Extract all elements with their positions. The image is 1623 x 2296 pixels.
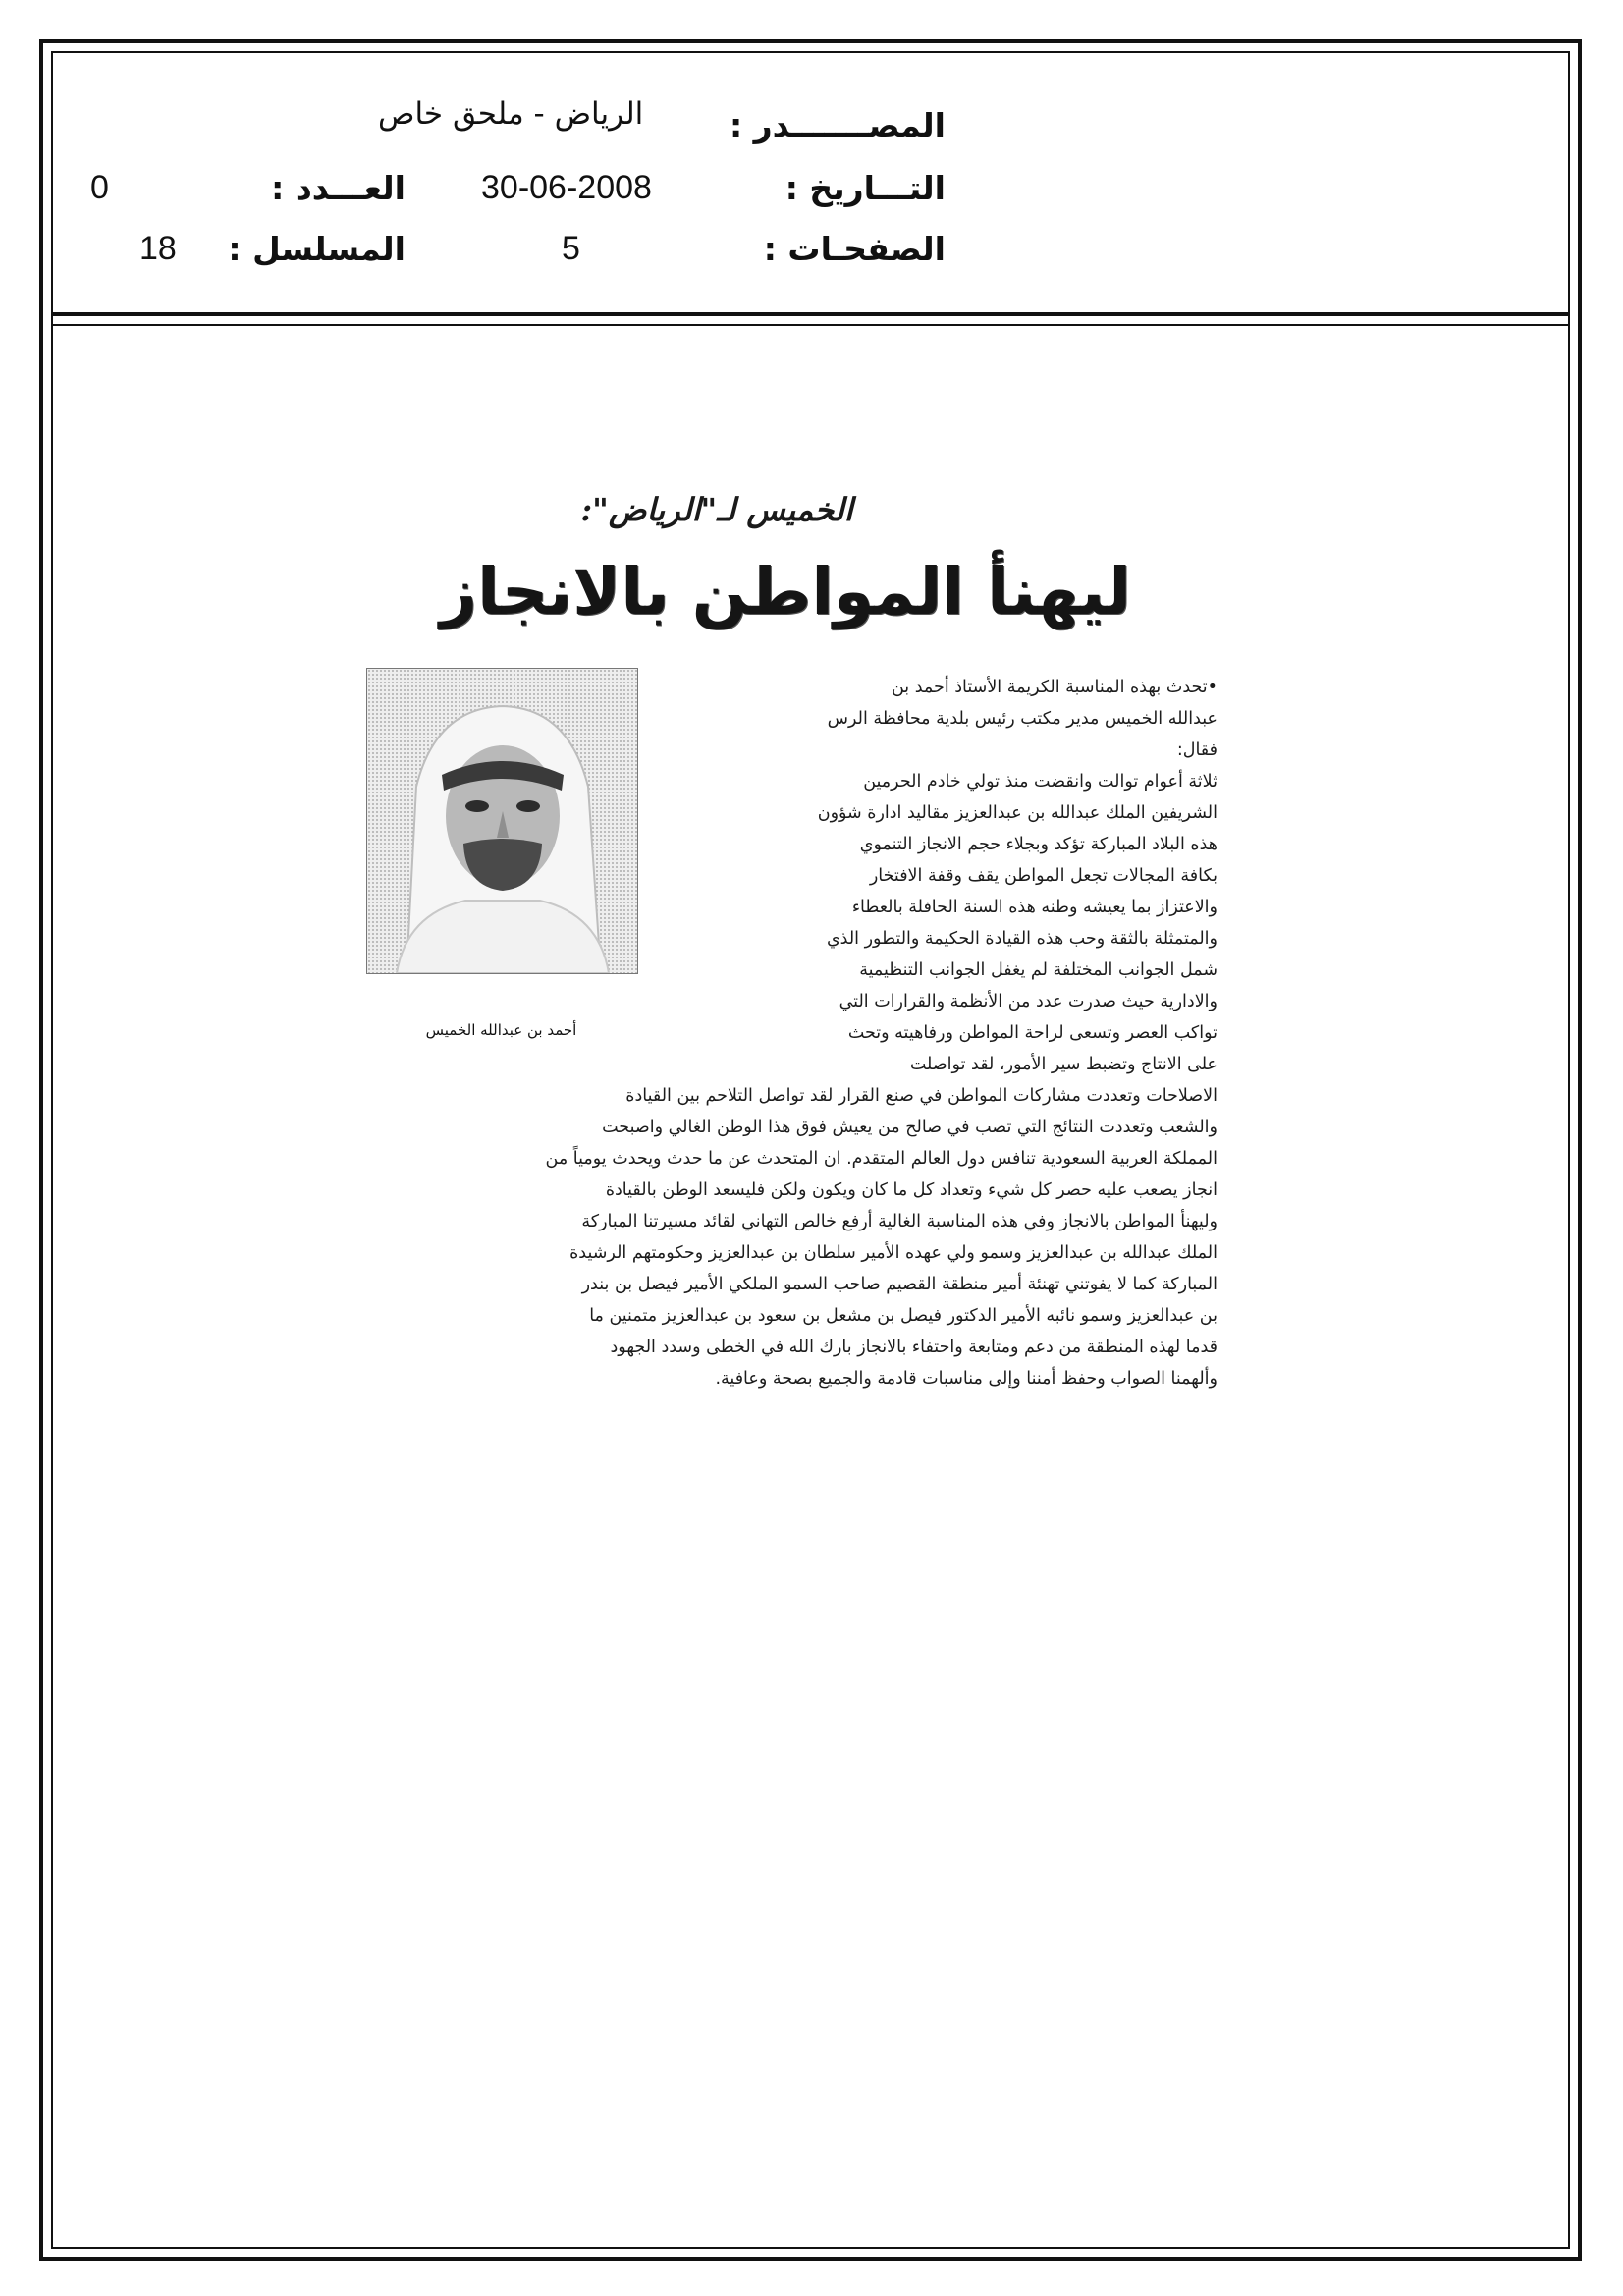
article-line: انجاز يصعب عليه حصر كل شيء وتعداد كل ما كان ويكون ولكن فليسعد الوطن بالقيادة bbox=[605, 1180, 1217, 1200]
serial-value: 18 bbox=[139, 230, 177, 267]
article-line: بكافة المجالات تجعل المواطن يقف وقفة الافتخار bbox=[869, 866, 1217, 886]
source-label: المصـــــــدر : bbox=[729, 106, 946, 144]
pages-value: 5 bbox=[562, 230, 580, 267]
article-line: عبدالله الخميس مدير مكتب رئيس بلدية محافظة الرس bbox=[827, 709, 1217, 729]
date-label: التـــاريخ : bbox=[784, 169, 946, 207]
article-line: تواكب العصر وتسعى لراحة المواطن ورفاهيته وتحث bbox=[847, 1023, 1217, 1043]
header-divider-thin bbox=[51, 324, 1570, 326]
article-line: •تحدث بهذه المناسبة الكريمة الأستاذ أحمد بن bbox=[891, 678, 1217, 697]
date-value: 30-06-2008 bbox=[481, 169, 652, 206]
article-line: وليهنأ المواطن بالانجاز وفي هذه المناسبة الغالية أرفع خالص التهاني لقائد مسيرتنا المباركة bbox=[581, 1212, 1217, 1231]
article-line: الاصلاحات وتعددت مشاركات المواطن في صنع القرار لقد تواصل التلاحم بين القيادة bbox=[625, 1086, 1217, 1106]
header-divider bbox=[51, 312, 1570, 316]
article-line: والاعتزاز بما يعيشه وطنه هذه السنة الحافلة بالعطاء bbox=[851, 898, 1217, 917]
article-line: والادارية حيث صدرت عدد من الأنظمة والقرارات التي bbox=[839, 992, 1217, 1011]
article-line: شمل الجوانب المختلفة لم يغفل الجوانب التنظيمية bbox=[859, 960, 1217, 980]
author-photo bbox=[366, 668, 638, 974]
source-value: الرياض - ملحق خاص bbox=[378, 96, 644, 132]
article-line: المباركة كما لا يفوتني تهنئة أمير منطقة القصيم صاحب السمو الملكي الأمير فيصل بن بندر bbox=[581, 1275, 1217, 1294]
issue-label: العـــدد : bbox=[271, 169, 406, 207]
article-line: وألهمنا الصواب وحفظ أمننا وإلى مناسبات قادمة والجميع بصحة وعافية. bbox=[715, 1369, 1217, 1389]
newspaper-clipping bbox=[353, 471, 1217, 1453]
article-line: ثلاثة أعوام توالت وانقضت منذ تولي خادم الحرمين bbox=[863, 772, 1217, 792]
article-line: والمتمثلة بالثقة وحب هذه القيادة الحكيمة والتطور الذي bbox=[826, 929, 1217, 949]
photo-caption: أحمد بن عبدالله الخميس bbox=[425, 1021, 577, 1039]
article-line: المملكة العربية السعودية تنافس دول العالم المتقدم. ان المتحدث عن ما حدث ويحدث يومياً من bbox=[545, 1149, 1217, 1169]
article-line: قدما لهذه المنطقة من دعم ومتابعة واحتفاء بالانجاز بارك الله في الخطى وسدد الجهود bbox=[610, 1338, 1217, 1357]
issue-value: 0 bbox=[90, 169, 109, 206]
article-line: على الانتاج وتضبط سير الأمور، لقد تواصلت bbox=[909, 1055, 1217, 1074]
serial-label: المسلسل : bbox=[228, 230, 406, 268]
portrait-illustration bbox=[367, 669, 637, 973]
pages-label: الصفحـات : bbox=[763, 230, 946, 268]
article-title: ليهنأ المواطن بالانجاز bbox=[439, 554, 1132, 629]
article-line: فقال: bbox=[1176, 740, 1217, 760]
article-line: والشعب وتعددت النتائج التي تصب في صالح من يعيش فوق هذا الوطن الغالي واصبحت bbox=[602, 1118, 1217, 1137]
article-line: بن عبدالعزيز وسمو نائبه الأمير الدكتور فيصل بن مشعل بن سعود بن عبدالعزيز متمنين ما bbox=[589, 1306, 1217, 1326]
article-line: هذه البلاد المباركة تؤكد وبجلاء حجم الانجاز التنموي bbox=[859, 835, 1217, 854]
article-line: الملك عبدالله بن عبدالعزيز وسمو ولي عهده الأمير سلطان بن عبدالعزيز وحكومتهم الرشيدة bbox=[569, 1243, 1217, 1263]
article-line: الشريفين الملك عبدالله بن عبدالعزيز مقاليد ادارة شؤون bbox=[817, 803, 1217, 823]
article-subtitle: الخميس لـ"الرياض": bbox=[580, 491, 853, 528]
